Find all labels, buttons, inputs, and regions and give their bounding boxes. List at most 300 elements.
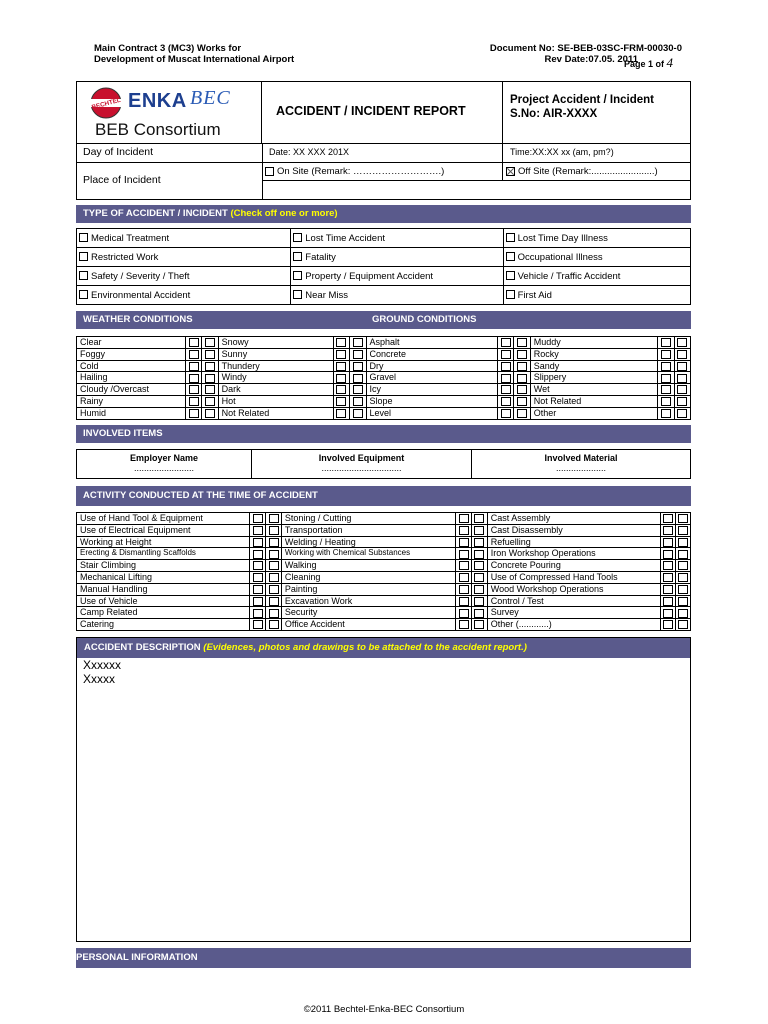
description-text[interactable] — [83, 658, 121, 686]
checkbox-square[interactable] — [661, 338, 671, 347]
checkbox-square[interactable] — [205, 385, 215, 394]
checkbox-square[interactable] — [205, 362, 215, 371]
condition-checkbox[interactable] — [497, 395, 513, 407]
time-field[interactable]: Time:XX:XX xx (am, pm?) — [510, 147, 614, 157]
type-checkbox[interactable] — [293, 271, 302, 280]
condition-label: Level — [366, 407, 497, 419]
checkbox-square[interactable] — [501, 362, 511, 371]
page-total: 4 — [666, 55, 674, 70]
condition-checkbox-alt[interactable] — [350, 348, 366, 360]
checkbox-square[interactable] — [663, 597, 673, 606]
checkbox-square[interactable] — [517, 397, 527, 406]
condition-checkbox[interactable] — [333, 384, 349, 396]
activity-checkbox-alt[interactable] — [472, 571, 488, 583]
checkbox-square[interactable] — [269, 585, 279, 594]
activity-checkbox-alt[interactable] — [472, 536, 488, 548]
type-option[interactable] — [291, 267, 503, 286]
type-checkbox[interactable] — [293, 290, 302, 299]
checkbox-square[interactable] — [474, 597, 484, 606]
type-option[interactable] — [291, 248, 503, 267]
checkbox-square[interactable] — [269, 514, 279, 523]
checkbox-square[interactable] — [474, 609, 484, 618]
condition-checkbox[interactable] — [333, 360, 349, 372]
activity-checkbox-alt[interactable] — [676, 571, 691, 583]
condition-checkbox[interactable] — [185, 337, 201, 349]
logo-cell — [76, 81, 262, 144]
condition-checkbox[interactable] — [658, 337, 674, 349]
condition-checkbox-alt[interactable] — [514, 395, 530, 407]
activity-checkbox-alt[interactable] — [472, 583, 488, 595]
condition-label: Dark — [218, 384, 333, 396]
checkbox-square[interactable] — [205, 350, 215, 359]
checkbox-square[interactable] — [474, 561, 484, 570]
checkbox-square[interactable] — [253, 620, 263, 629]
activity-checkbox[interactable] — [456, 524, 472, 536]
condition-checkbox-alt[interactable] — [514, 348, 530, 360]
activity-checkbox-alt[interactable] — [266, 583, 282, 595]
condition-checkbox[interactable] — [658, 372, 674, 384]
activity-checkbox[interactable] — [250, 513, 266, 525]
checkbox-square[interactable] — [189, 362, 199, 371]
condition-checkbox-alt[interactable] — [674, 384, 691, 396]
activity-checkbox-alt[interactable] — [266, 560, 282, 572]
activity-checkbox-alt[interactable] — [676, 607, 691, 619]
material-cell[interactable] — [472, 450, 690, 478]
checkbox-square[interactable] — [663, 550, 673, 559]
checkbox-square[interactable] — [336, 409, 346, 418]
condition-checkbox-alt[interactable] — [350, 407, 366, 419]
activity-checkbox[interactable] — [250, 619, 266, 631]
type-option[interactable] — [77, 248, 291, 267]
type-checkbox[interactable] — [506, 290, 515, 299]
condition-checkbox-alt[interactable] — [514, 407, 530, 419]
checkbox-square[interactable] — [678, 526, 688, 535]
condition-checkbox[interactable] — [497, 337, 513, 349]
checkbox-square[interactable] — [269, 597, 279, 606]
checkbox-square[interactable] — [663, 538, 673, 547]
checkbox-square[interactable] — [677, 374, 687, 383]
checkbox-square[interactable] — [269, 609, 279, 618]
checkbox-square[interactable] — [501, 409, 511, 418]
condition-checkbox[interactable] — [497, 372, 513, 384]
checkbox-square[interactable] — [474, 550, 484, 559]
activity-label: Cleaning — [281, 571, 455, 583]
type-checkbox[interactable] — [79, 271, 88, 280]
condition-checkbox-alt[interactable] — [202, 384, 218, 396]
checkbox-square[interactable] — [253, 609, 263, 618]
condition-checkbox[interactable] — [185, 360, 201, 372]
checkbox-square[interactable] — [677, 362, 687, 371]
type-checkbox[interactable] — [79, 252, 88, 261]
checkbox-square[interactable] — [189, 374, 199, 383]
checkbox-square[interactable] — [253, 550, 263, 559]
activity-checkbox[interactable] — [456, 548, 472, 560]
condition-label: Not Related — [530, 395, 657, 407]
type-option[interactable] — [77, 286, 291, 305]
checkbox-square[interactable] — [459, 561, 469, 570]
employer-label: Employer Name — [129, 453, 199, 463]
condition-checkbox[interactable] — [185, 407, 201, 419]
checkbox-square[interactable] — [189, 350, 199, 359]
condition-checkbox[interactable] — [333, 337, 349, 349]
checkbox-square[interactable] — [269, 561, 279, 570]
type-label: Safety / Severity / Theft — [91, 270, 190, 282]
activity-checkbox-alt[interactable] — [266, 607, 282, 619]
checkbox-square[interactable] — [205, 409, 215, 418]
checkbox-square[interactable] — [663, 514, 673, 523]
checkbox-square[interactable] — [517, 385, 527, 394]
checkbox-square[interactable] — [678, 514, 688, 523]
condition-checkbox-alt[interactable] — [514, 384, 530, 396]
checkbox-square[interactable] — [663, 526, 673, 535]
condition-checkbox[interactable] — [497, 407, 513, 419]
activity-checkbox[interactable] — [661, 548, 676, 560]
activity-checkbox[interactable] — [661, 607, 676, 619]
type-checkbox[interactable] — [79, 290, 88, 299]
checkbox-square[interactable] — [459, 514, 469, 523]
condition-checkbox-alt[interactable] — [674, 395, 691, 407]
checkbox-square[interactable] — [353, 397, 363, 406]
consortium-name: BEB Consortium — [95, 120, 221, 139]
activity-checkbox-alt[interactable] — [472, 607, 488, 619]
condition-label: Not Related — [218, 407, 333, 419]
activity-checkbox[interactable] — [250, 583, 266, 595]
checkbox-square[interactable] — [517, 362, 527, 371]
condition-checkbox[interactable] — [185, 348, 201, 360]
type-option[interactable] — [503, 229, 690, 248]
type-option[interactable] — [503, 286, 690, 305]
activity-checkbox-alt[interactable] — [266, 571, 282, 583]
activity-checkbox-alt[interactable] — [676, 536, 691, 548]
checkbox-square[interactable] — [353, 409, 363, 418]
condition-checkbox-alt[interactable] — [350, 372, 366, 384]
checkbox-square[interactable] — [189, 409, 199, 418]
condition-checkbox[interactable] — [497, 348, 513, 360]
checkbox-square[interactable] — [661, 409, 671, 418]
checkbox-square[interactable] — [205, 338, 215, 347]
activity-checkbox-alt[interactable] — [472, 524, 488, 536]
checkbox-square[interactable] — [269, 620, 279, 629]
contract-line-1: Main Contract 3 (MC3) Works for — [94, 43, 242, 54]
condition-checkbox[interactable] — [497, 360, 513, 372]
bechtel-logo — [89, 86, 123, 120]
activity-label: Use of Electrical Equipment — [77, 524, 250, 536]
condition-label: Clear — [77, 337, 186, 349]
condition-checkbox[interactable] — [658, 384, 674, 396]
checkbox-square[interactable] — [661, 397, 671, 406]
activity-checkbox-alt[interactable] — [676, 583, 691, 595]
type-option[interactable] — [503, 248, 690, 267]
activity-checkbox[interactable] — [250, 560, 266, 572]
checkbox-square[interactable] — [459, 597, 469, 606]
description-note: (Evidences, photos and drawings to be attached to the accident report.) — [203, 642, 527, 653]
checkbox-square[interactable] — [663, 573, 673, 582]
checkbox-square[interactable] — [353, 350, 363, 359]
condition-checkbox-alt[interactable] — [202, 407, 218, 419]
condition-checkbox-alt[interactable] — [202, 337, 218, 349]
type-label: Lost Time Accident — [305, 232, 385, 244]
activity-checkbox-alt[interactable] — [676, 595, 691, 607]
activity-checkbox[interactable] — [250, 524, 266, 536]
checkbox-square[interactable] — [678, 538, 688, 547]
condition-checkbox[interactable] — [333, 407, 349, 419]
type-checkbox[interactable] — [79, 233, 88, 242]
checkbox-square[interactable] — [663, 620, 673, 629]
checkbox-square[interactable] — [661, 350, 671, 359]
checkbox-square[interactable] — [269, 538, 279, 547]
activity-checkbox[interactable] — [456, 583, 472, 595]
condition-checkbox-alt[interactable] — [674, 407, 691, 419]
checkbox-square[interactable] — [677, 397, 687, 406]
checkbox-square[interactable] — [501, 385, 511, 394]
type-option[interactable] — [77, 267, 291, 286]
condition-checkbox-alt[interactable] — [674, 372, 691, 384]
type-checkbox[interactable] — [293, 252, 302, 261]
serial-number: S.No: AIR-XXXX — [510, 108, 598, 120]
on-site-checkbox[interactable] — [265, 167, 274, 176]
checkbox-square[interactable] — [663, 561, 673, 570]
condition-checkbox-alt[interactable] — [202, 348, 218, 360]
condition-checkbox[interactable] — [658, 395, 674, 407]
condition-checkbox-alt[interactable] — [674, 360, 691, 372]
condition-checkbox[interactable] — [497, 384, 513, 396]
activity-checkbox[interactable] — [456, 513, 472, 525]
checkbox-square[interactable] — [336, 338, 346, 347]
checkbox-square[interactable] — [661, 362, 671, 371]
type-checkbox[interactable] — [506, 271, 515, 280]
checkbox-square[interactable] — [677, 409, 687, 418]
activity-checkbox-alt[interactable] — [472, 548, 488, 560]
checkbox-square[interactable] — [353, 338, 363, 347]
condition-checkbox-alt[interactable] — [674, 348, 691, 360]
checkbox-square[interactable] — [459, 609, 469, 618]
date-field[interactable]: Date: XX XXX 201X — [269, 147, 350, 157]
activity-checkbox[interactable] — [250, 595, 266, 607]
type-label: First Aid — [517, 289, 552, 301]
activity-checkbox-alt[interactable] — [676, 513, 691, 525]
checkbox-square[interactable] — [678, 561, 688, 570]
activity-checkbox[interactable] — [250, 571, 266, 583]
activity-checkbox[interactable] — [456, 595, 472, 607]
checkbox-square[interactable] — [269, 550, 279, 559]
checkbox-square[interactable] — [336, 374, 346, 383]
checkbox-square[interactable] — [678, 573, 688, 582]
activity-checkbox-alt[interactable] — [472, 513, 488, 525]
checkbox-square[interactable] — [459, 538, 469, 547]
checkbox-square[interactable] — [269, 573, 279, 582]
checkbox-square[interactable] — [517, 409, 527, 418]
activity-row — [77, 560, 691, 572]
checkbox-square[interactable] — [677, 350, 687, 359]
activity-checkbox[interactable] — [456, 560, 472, 572]
condition-checkbox[interactable] — [333, 395, 349, 407]
checkbox-square[interactable] — [474, 514, 484, 523]
condition-checkbox-alt[interactable] — [350, 384, 366, 396]
activity-checkbox-alt[interactable] — [266, 548, 282, 560]
condition-checkbox-alt[interactable] — [350, 337, 366, 349]
checkbox-square[interactable] — [336, 350, 346, 359]
checkbox-square[interactable] — [353, 374, 363, 383]
activity-checkbox-alt[interactable] — [472, 619, 488, 631]
activity-checkbox[interactable] — [661, 583, 676, 595]
condition-checkbox-alt[interactable] — [350, 360, 366, 372]
type-option[interactable] — [291, 229, 503, 248]
checkbox-square[interactable] — [459, 573, 469, 582]
type-option[interactable] — [503, 267, 690, 286]
checkbox-square[interactable] — [189, 397, 199, 406]
condition-checkbox[interactable] — [658, 360, 674, 372]
checkbox-square[interactable] — [336, 362, 346, 371]
activity-label: Erecting & Dismantling Scaffolds — [77, 548, 250, 560]
activity-checkbox[interactable] — [661, 536, 676, 548]
activity-checkbox[interactable] — [456, 571, 472, 583]
checkbox-square[interactable] — [474, 526, 484, 535]
checkbox-square[interactable] — [501, 350, 511, 359]
activity-checkbox[interactable] — [661, 571, 676, 583]
checkbox-square[interactable] — [678, 620, 688, 629]
condition-row — [77, 407, 691, 419]
checkbox-square[interactable] — [353, 385, 363, 394]
condition-label: Other — [530, 407, 657, 419]
type-option[interactable] — [291, 286, 503, 305]
activity-checkbox-alt[interactable] — [472, 560, 488, 572]
activity-checkbox[interactable] — [661, 513, 676, 525]
activity-checkbox[interactable] — [661, 595, 676, 607]
checkbox-square[interactable] — [677, 338, 687, 347]
condition-checkbox[interactable] — [658, 407, 674, 419]
checkbox-square[interactable] — [501, 397, 511, 406]
activity-checkbox-alt[interactable] — [676, 619, 691, 631]
checkbox-square[interactable] — [253, 597, 263, 606]
checkbox-square[interactable] — [678, 585, 688, 594]
checkbox-square[interactable] — [474, 620, 484, 629]
checkbox-square[interactable] — [663, 609, 673, 618]
condition-label: Icy — [366, 384, 497, 396]
type-option[interactable] — [77, 229, 291, 248]
checkbox-square[interactable] — [189, 338, 199, 347]
checkbox-square[interactable] — [678, 597, 688, 606]
checkbox-square[interactable] — [205, 374, 215, 383]
checkbox-square[interactable] — [677, 385, 687, 394]
condition-row — [77, 384, 691, 396]
activity-checkbox[interactable] — [456, 607, 472, 619]
title-divider — [502, 81, 503, 144]
condition-checkbox-alt[interactable] — [514, 360, 530, 372]
activity-checkbox-alt[interactable] — [266, 619, 282, 631]
activity-checkbox-alt[interactable] — [266, 595, 282, 607]
checkbox-square[interactable] — [517, 338, 527, 347]
activity-checkbox-alt[interactable] — [472, 595, 488, 607]
activity-checkbox[interactable] — [250, 548, 266, 560]
place-label: Place of Incident — [83, 174, 161, 186]
checkbox-square[interactable] — [269, 526, 279, 535]
activity-label: Iron Workshop Operations — [487, 548, 661, 560]
checkbox-square[interactable] — [474, 573, 484, 582]
checkbox-square[interactable] — [336, 397, 346, 406]
checkbox-square[interactable] — [336, 385, 346, 394]
activity-checkbox[interactable] — [661, 560, 676, 572]
on-site-label: On Site (Remark: ……………………….) — [277, 166, 445, 177]
checkbox-square[interactable] — [353, 362, 363, 371]
condition-checkbox[interactable] — [333, 348, 349, 360]
checkbox-square[interactable] — [474, 585, 484, 594]
condition-checkbox[interactable] — [658, 348, 674, 360]
checkbox-square[interactable] — [459, 620, 469, 629]
activity-checkbox[interactable] — [250, 607, 266, 619]
activity-checkbox-alt[interactable] — [266, 536, 282, 548]
checkbox-square[interactable] — [517, 374, 527, 383]
type-label: Near Miss — [305, 289, 349, 301]
type-checkbox[interactable] — [293, 233, 302, 242]
type-checkbox[interactable] — [506, 252, 515, 261]
checkbox-square[interactable] — [517, 350, 527, 359]
condition-checkbox[interactable] — [185, 395, 201, 407]
condition-checkbox-alt[interactable] — [350, 395, 366, 407]
checkbox-square[interactable] — [661, 374, 671, 383]
checkbox-square[interactable] — [253, 573, 263, 582]
activity-checkbox[interactable] — [661, 619, 676, 631]
activity-label: Stoning / Cutting — [281, 513, 455, 525]
condition-checkbox-alt[interactable] — [674, 337, 691, 349]
checkbox-square[interactable] — [678, 550, 688, 559]
checkbox-square[interactable] — [253, 585, 263, 594]
checkbox-square[interactable] — [253, 526, 263, 535]
activity-checkbox-alt[interactable] — [676, 548, 691, 560]
condition-checkbox-alt[interactable] — [202, 395, 218, 407]
checkbox-square[interactable] — [205, 397, 215, 406]
activity-row — [77, 524, 691, 536]
checkbox-square[interactable] — [253, 514, 263, 523]
checkbox-square[interactable] — [253, 561, 263, 570]
condition-checkbox[interactable] — [185, 372, 201, 384]
condition-checkbox-alt[interactable] — [202, 360, 218, 372]
condition-checkbox-alt[interactable] — [202, 372, 218, 384]
equipment-cell[interactable] — [252, 450, 472, 478]
on-site-option[interactable] — [265, 166, 444, 177]
activity-checkbox-alt[interactable] — [266, 524, 282, 536]
condition-checkbox-alt[interactable] — [514, 337, 530, 349]
checkbox-square[interactable] — [678, 609, 688, 618]
checkbox-square[interactable] — [474, 538, 484, 547]
checkbox-square[interactable] — [459, 585, 469, 594]
type-row — [77, 286, 691, 305]
checkbox-square[interactable] — [663, 585, 673, 594]
activity-checkbox[interactable] — [456, 536, 472, 548]
checkbox-square[interactable] — [189, 385, 199, 394]
condition-row — [77, 360, 691, 372]
condition-checkbox[interactable] — [333, 372, 349, 384]
activity-checkbox[interactable] — [661, 524, 676, 536]
checkbox-square[interactable] — [501, 374, 511, 383]
checkbox-square[interactable] — [501, 338, 511, 347]
off-site-option[interactable] — [506, 166, 658, 177]
off-site-checkbox[interactable] — [506, 167, 515, 176]
activity-checkbox[interactable] — [456, 619, 472, 631]
checkbox-square[interactable] — [253, 538, 263, 547]
type-checkbox[interactable] — [506, 233, 515, 242]
checkbox-square[interactable] — [459, 550, 469, 559]
activity-checkbox[interactable] — [250, 536, 266, 548]
employer-cell[interactable] — [77, 450, 252, 478]
activity-checkbox-alt[interactable] — [676, 524, 691, 536]
activity-checkbox-alt[interactable] — [676, 560, 691, 572]
activity-label: Wood Workshop Operations — [487, 583, 661, 595]
activity-checkbox-alt[interactable] — [266, 513, 282, 525]
condition-checkbox-alt[interactable] — [514, 372, 530, 384]
checkbox-square[interactable] — [661, 385, 671, 394]
condition-checkbox[interactable] — [185, 384, 201, 396]
checkbox-square[interactable] — [459, 526, 469, 535]
